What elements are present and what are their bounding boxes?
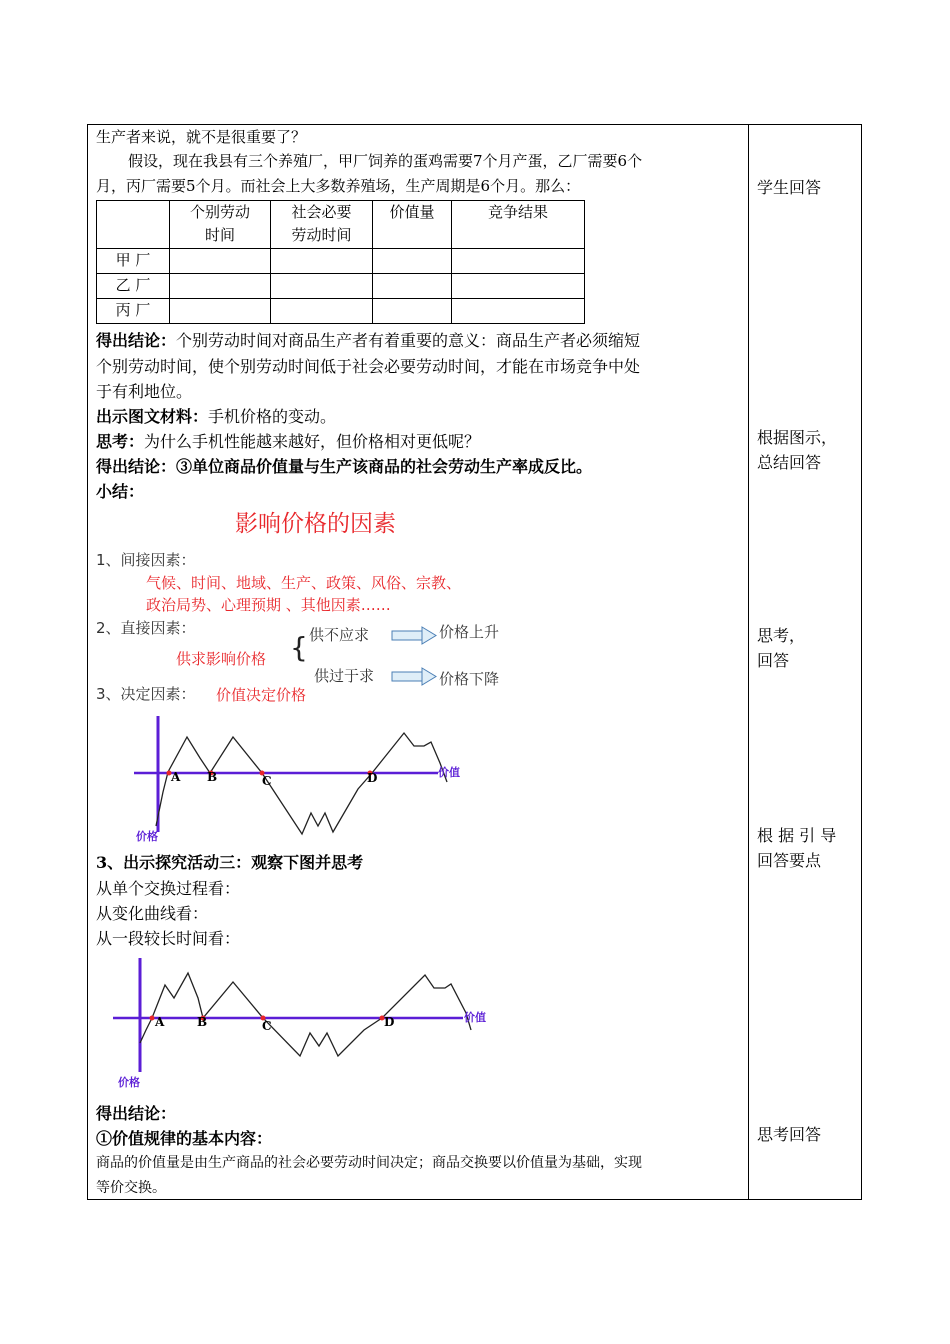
chart1-label-c: C: [262, 774, 272, 788]
note-guide-b: 回答要点: [757, 851, 822, 870]
price-down-label: 价格下降: [439, 670, 500, 688]
para-line3: 月，丙厂需要5个月。而社会上大多数养殖场，生产周期是6个月。那么：: [96, 177, 581, 195]
note-diagram-b: 总结回答: [757, 453, 822, 472]
activity-q1: 从单个交换过程看：: [96, 879, 241, 898]
table-header-value: 价值量: [373, 201, 452, 249]
note-guide-a: 根 据 引 导: [757, 826, 837, 845]
table-header-individual: 个别劳动 时间: [170, 201, 271, 249]
note-student-answer: 学生回答: [757, 178, 822, 197]
supply-demand-label: 供求影响价格: [176, 650, 267, 668]
material-line: 出示图文材料：手机价格的变动。: [96, 407, 337, 426]
chart2-point-a: [150, 1016, 155, 1021]
value-price-chart-2: [113, 958, 471, 1072]
table-header-social: 社会必要 劳动时间: [271, 201, 373, 249]
table-row-label: 丙 厂: [97, 299, 170, 324]
chart2-label-a: A: [155, 1015, 165, 1029]
think-line: 思考：为什么手机性能越来越好，但价格相对更低呢？: [96, 432, 481, 451]
chart2-label-d: D: [384, 1015, 395, 1029]
conclusion1-line2: 个别劳动时间，使个别劳动时间低于社会必要劳动时间，才能在市场竞争中处: [96, 357, 641, 376]
note-think-b: 回答: [757, 651, 790, 670]
chart2-curve: [140, 973, 471, 1056]
para-line1: 生产者来说，就不是很重要了？: [96, 128, 307, 146]
table-header-result: 竞争结果: [452, 201, 585, 249]
slide-title: 影响价格的因素: [235, 511, 396, 537]
conclusion3-subtitle: ①价值规律的基本内容：: [96, 1129, 273, 1148]
chart2-label-c: C: [262, 1019, 272, 1033]
note-think-a: 思考，: [757, 626, 806, 645]
activity-q2: 从变化曲线看：: [96, 904, 209, 923]
note-diagram-a: 根据图示，: [757, 428, 838, 447]
conclusion3-line1: 商品的价值量是由生产商品的社会必要劳动时间决定；商品交换要以价值量为基础，实现: [96, 1155, 642, 1171]
chart1-label-d: D: [367, 771, 378, 785]
chart2-value-label: 价值: [464, 1011, 486, 1024]
slide-item1: 1、间接因素：: [96, 551, 196, 569]
slide-item2: 2、直接因素：: [96, 619, 196, 637]
conclusion1-line1: 得出结论：个别劳动时间对商品生产者有着重要的意义：商品生产者必须缩短: [96, 331, 641, 350]
chart1-label-a: A: [171, 770, 181, 784]
arrow-down: [392, 668, 436, 685]
note-think-answer: 思考回答: [757, 1125, 822, 1144]
short-supply-label: 供不应求: [309, 626, 370, 644]
table-row-label: 乙 厂: [97, 274, 170, 299]
slide-item3: 3、决定因素：: [96, 685, 196, 703]
summary-label: 小结：: [96, 482, 145, 501]
activity-q3: 从一段较长时间看：: [96, 929, 241, 948]
slide-item1-line1: 气候、时间、地域、生产、政策、风俗、宗教、: [146, 574, 462, 592]
slide-item3-value: 价值决定价格: [216, 686, 307, 704]
slide-item1-line2: 政治局势、心理预期 、其他因素……: [146, 596, 391, 614]
arrow-up: [392, 627, 436, 644]
chart1-value-label: 价值: [438, 766, 460, 779]
activity-title: 3、出示探究活动三：观察下图并思考: [96, 853, 364, 872]
chart2-price-label: 价格: [118, 1076, 140, 1089]
chart1-curve: [156, 733, 447, 834]
over-supply-label: 供过于求: [314, 667, 375, 685]
conclusion3-label: 得出结论：: [96, 1104, 177, 1123]
brace: {: [290, 631, 308, 664]
table-row-label: 甲 厂: [97, 249, 170, 274]
conclusion3-line2: 等价交换。: [96, 1180, 166, 1196]
chart1-label-b: B: [207, 770, 218, 784]
conclusion1-line3: 于有利地位。: [96, 382, 193, 401]
chart2-label-b: B: [197, 1015, 208, 1029]
para-line2: 假设，现在我县有三个养殖厂，甲厂饲养的蛋鸡需要7个月产蛋，乙厂需要6个: [128, 152, 643, 170]
chart1-price-label: 价格: [136, 830, 158, 843]
value-price-chart-1: [134, 716, 447, 834]
price-up-label: 价格上升: [439, 623, 500, 641]
conclusion2-line: 得出结论：③单位商品价值量与生产该商品的社会劳动生产率成反比。: [96, 457, 593, 476]
